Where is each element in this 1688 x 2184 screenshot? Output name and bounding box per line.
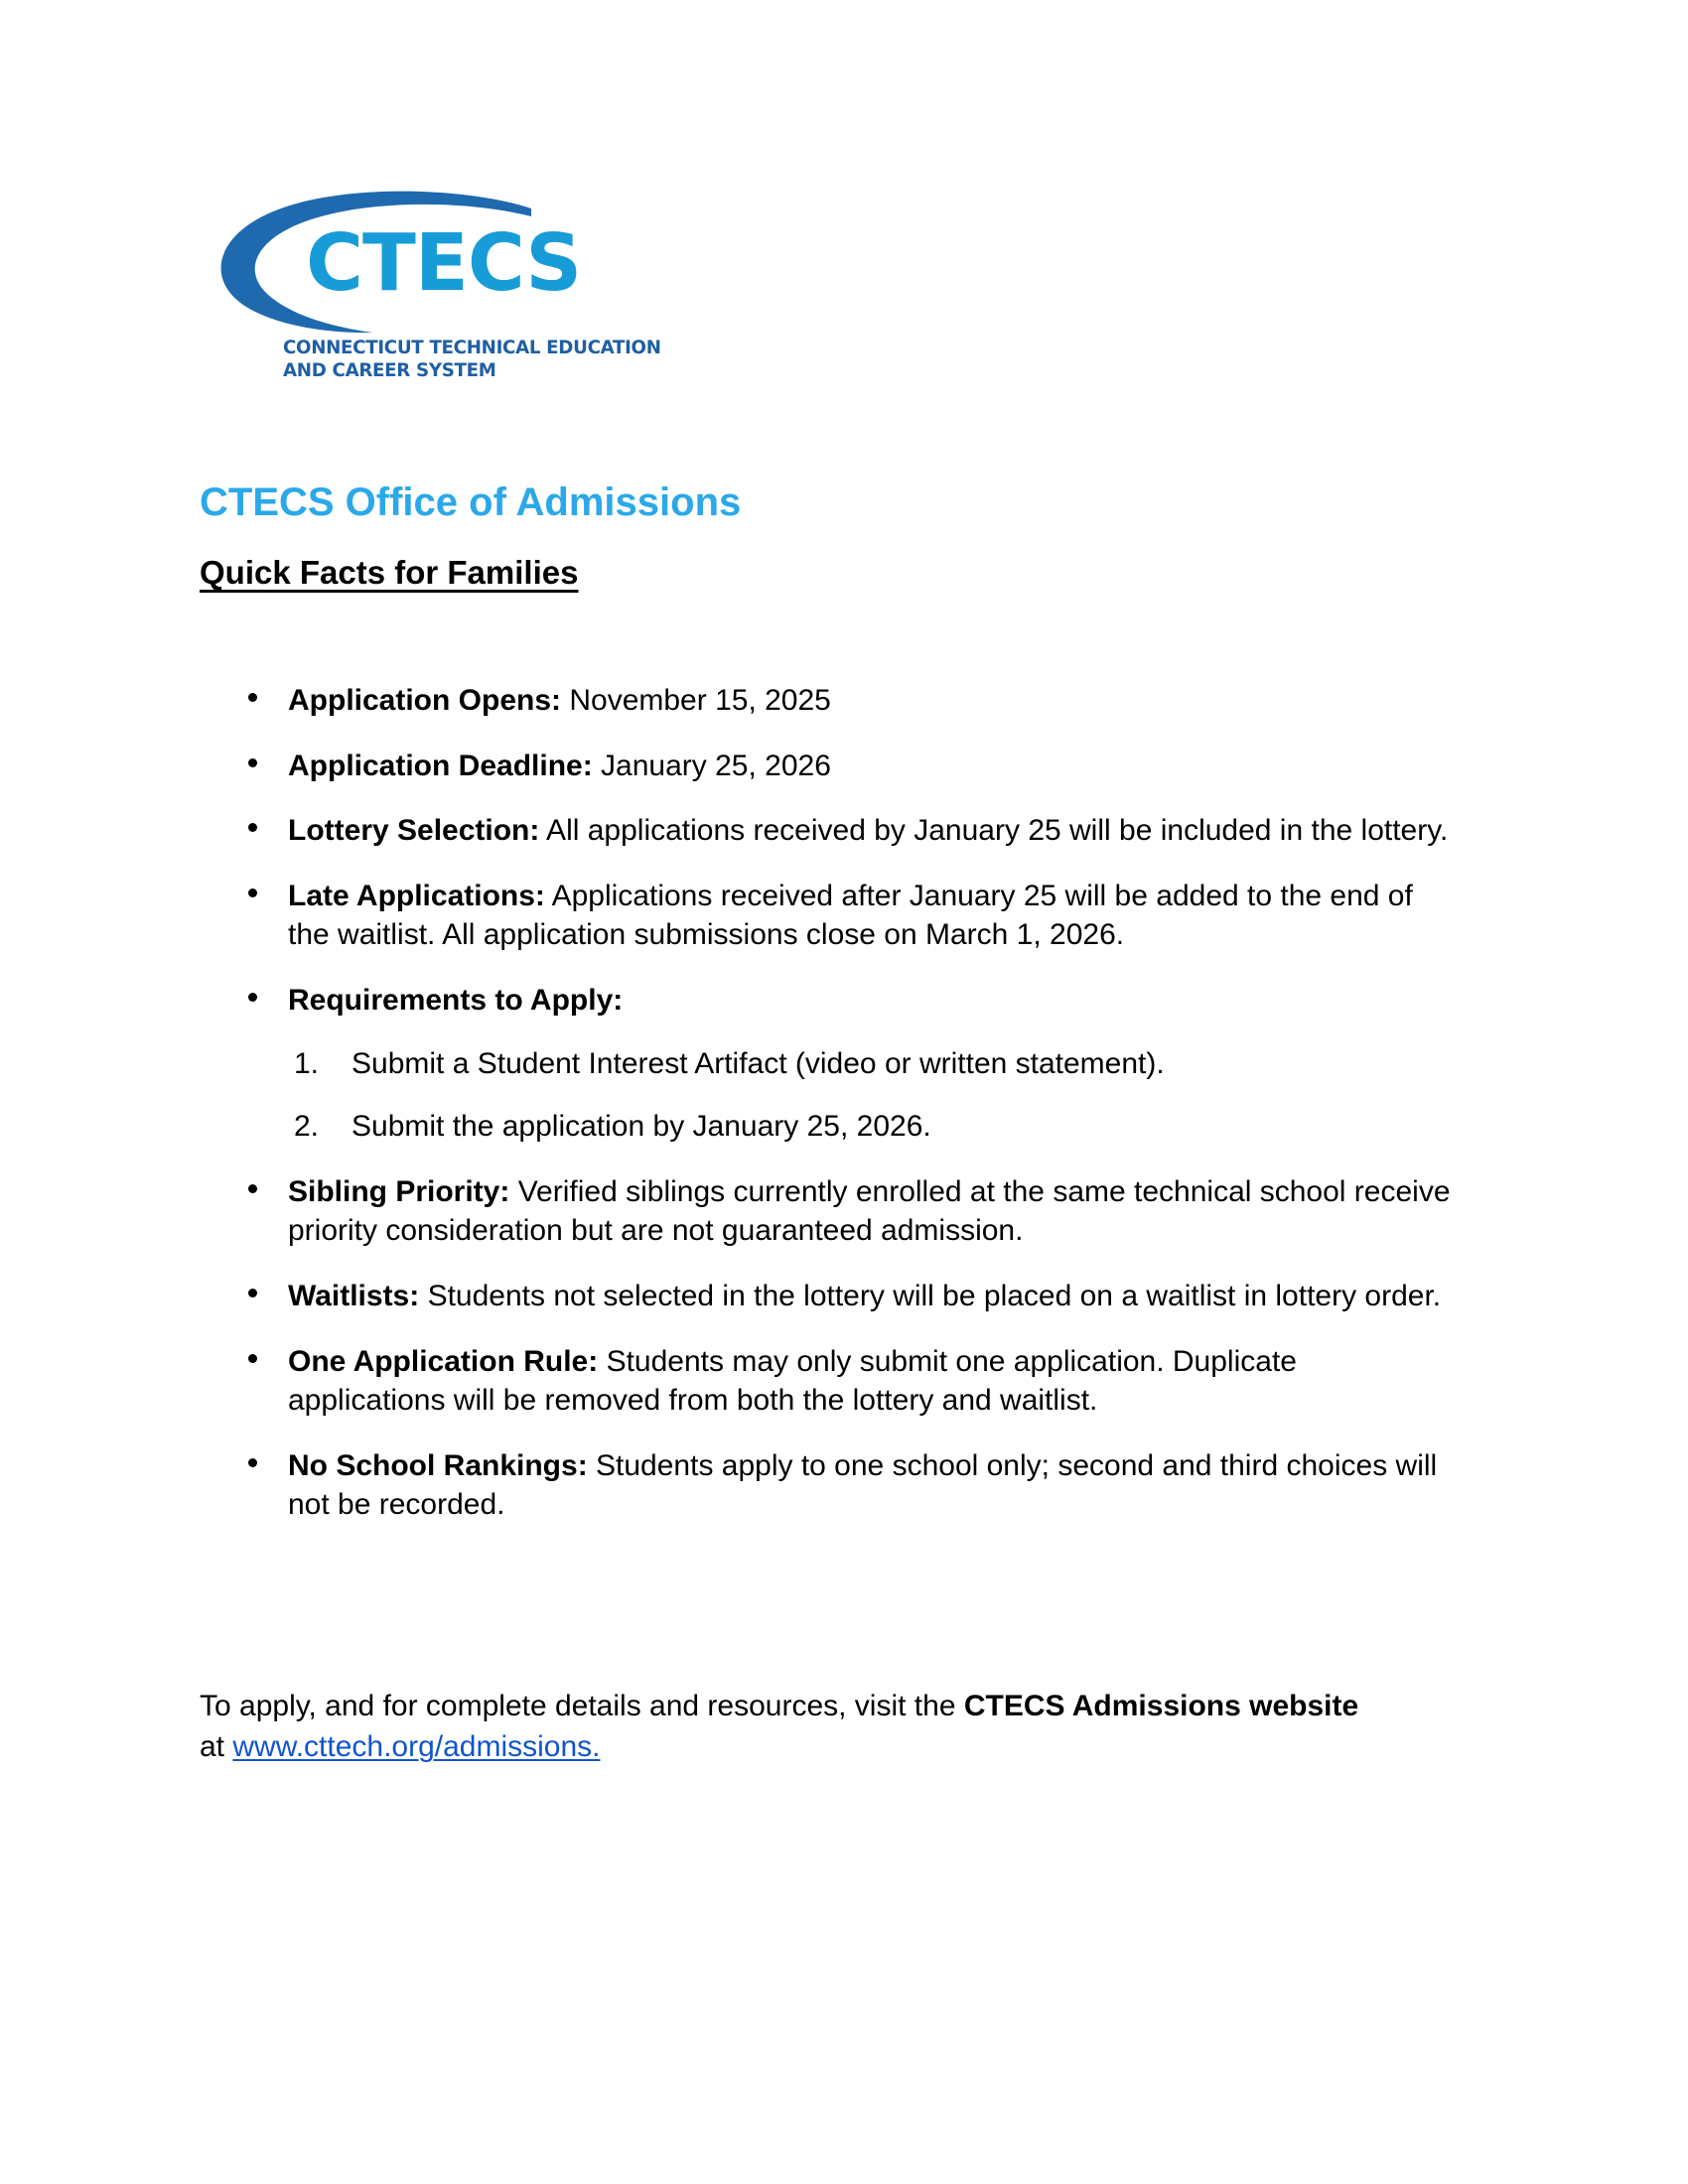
bullet-icon bbox=[248, 1458, 257, 1467]
page-subtitle bbox=[200, 554, 578, 592]
list-item bbox=[0, 811, 1688, 851]
logo-tagline-line2: AND CAREER SYSTEM bbox=[283, 359, 496, 381]
list-item-label: No School Rankings: bbox=[288, 1448, 588, 1482]
list-item bbox=[0, 877, 1688, 955]
admissions-website-link[interactable]: www.cttech.org/admissions. bbox=[232, 1730, 601, 1764]
list-item-label: Waitlists: bbox=[288, 1279, 420, 1312]
list-item-number: 1. bbox=[294, 1046, 320, 1080]
bullet-icon bbox=[248, 993, 257, 1002]
list-item bbox=[288, 1044, 1460, 1084]
list-item bbox=[0, 1172, 1688, 1251]
bullet-icon bbox=[248, 888, 257, 897]
list-item-text: Students not selected in the lottery will be placed on a waitlist in lottery order. bbox=[419, 1279, 1442, 1312]
list-item-text: Students may only submit one application. Duplicate applications will be removed from both the lottery and waitlist. bbox=[288, 1344, 1297, 1418]
list-item bbox=[0, 1342, 1688, 1421]
page-title: CTECS Office of Admissions bbox=[200, 480, 742, 524]
list-item bbox=[0, 1446, 1688, 1525]
list-item-label: Application Opens: bbox=[288, 684, 562, 717]
bullet-icon bbox=[248, 823, 257, 832]
list-item bbox=[0, 681, 1688, 721]
requirements-sub-list bbox=[288, 1044, 1460, 1147]
list-item bbox=[288, 1107, 1460, 1147]
bullet-icon bbox=[248, 1184, 257, 1193]
list-item-label: Late Applications: bbox=[288, 879, 545, 912]
list-item-text: All applications received by January 25 will be included in the lottery. bbox=[539, 814, 1449, 848]
ctecs-logo bbox=[204, 187, 660, 390]
list-item-text: Submit the application by January 25, 2026. bbox=[352, 1110, 931, 1144]
list-item-text: Students apply to one school only; second and third choices will not be recorded. bbox=[288, 1448, 1438, 1522]
list-item-text: November 15, 2025 bbox=[561, 684, 831, 717]
bullet-icon bbox=[248, 758, 257, 767]
closing-middle: at bbox=[200, 1730, 233, 1764]
list-item-text: Applications received after January 25 will be added to the end of the waitlist. All application submissions close on March 1, 2026. bbox=[288, 879, 1413, 952]
list-item-label: One Application Rule: bbox=[288, 1344, 599, 1378]
list-item-label: Sibling Priority: bbox=[288, 1174, 510, 1208]
bullet-icon bbox=[248, 1354, 257, 1363]
page-subtitle-text: Quick Facts for Families bbox=[200, 554, 579, 591]
closing-paragraph bbox=[200, 1686, 1371, 1768]
list-item-text: Verified siblings currently enrolled at the same technical school receive priority consideration but are not guaranteed admission. bbox=[288, 1174, 1451, 1248]
list-item-requirements bbox=[0, 981, 1688, 1147]
logo-tagline bbox=[283, 338, 680, 383]
logo-mark bbox=[204, 187, 621, 343]
list-item-text: January 25, 2026 bbox=[592, 749, 831, 782]
logo-tagline-line1: CONNECTICUT TECHNICAL EDUCATION bbox=[283, 338, 661, 358]
list-item bbox=[0, 1277, 1688, 1316]
logo-wordmark: CTECS bbox=[306, 217, 582, 309]
list-item-number: 2. bbox=[294, 1110, 320, 1144]
list-item-text: Submit a Student Interest Artifact (video or written statement). bbox=[352, 1046, 1165, 1080]
list-item-label: Lottery Selection: bbox=[288, 814, 540, 848]
bullet-icon bbox=[248, 1289, 257, 1297]
quick-facts-list bbox=[0, 681, 1688, 1525]
list-item-label: Requirements to Apply: bbox=[288, 983, 624, 1017]
closing-bold-phrase: CTECS Admissions website bbox=[963, 1690, 1359, 1722]
list-item bbox=[0, 747, 1688, 786]
closing-lead: To apply, and for complete details and resources, visit the bbox=[200, 1690, 964, 1722]
bullet-icon bbox=[248, 693, 257, 702]
list-item-label: Application Deadline: bbox=[288, 749, 593, 782]
